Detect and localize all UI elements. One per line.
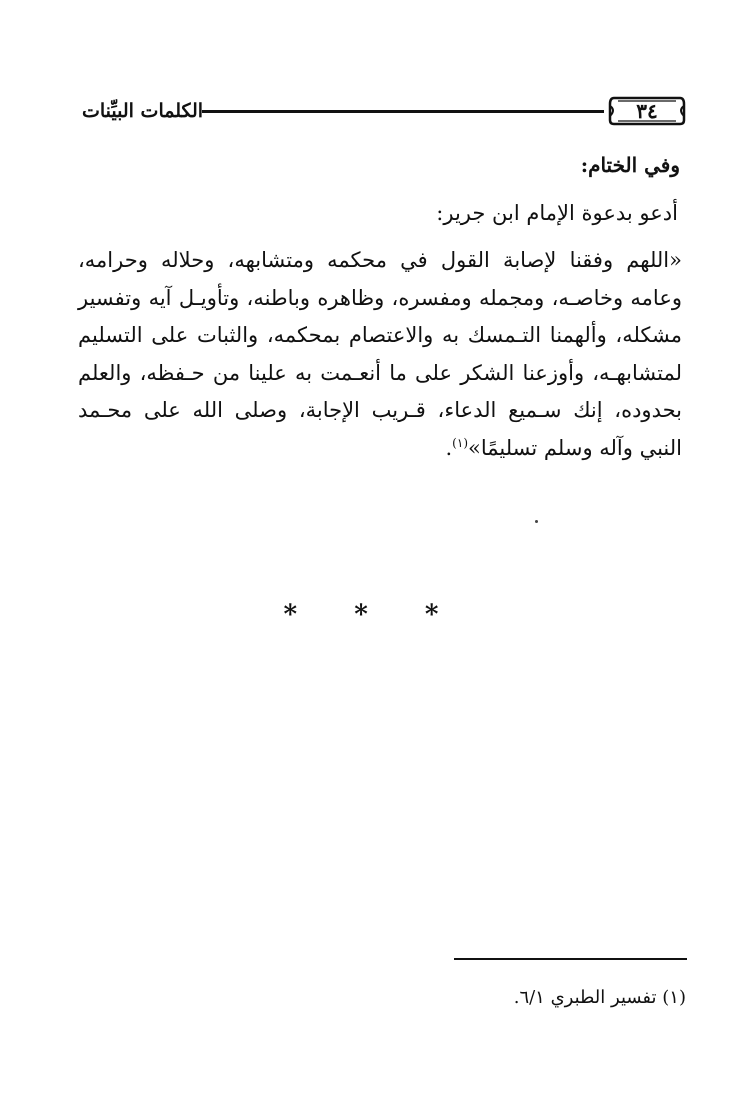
footnote-marker: (١) [452,435,468,450]
page-number-badge [608,94,686,128]
footnote-rule [454,958,687,960]
prayer-line: مشكله، وألهمنا التـمسك به والاعتصام بمحكمه، والثبات على التسليم [78,323,682,347]
prayer-line: بحدوده، إنك سـميع الدعاء، قـريب الإجابة، وصلى الله على محـمد [78,398,682,422]
main-content [78,150,682,467]
page-number: ٣٤ [636,99,658,123]
prayer-line: وعامه وخاصـه، ومجمله ومفسره، وظاهره وباطنه، وتأويـل آيه وتفسير [78,285,682,310]
stray-dot [535,520,538,523]
prayer-line: لمتشابهـه، وأوزعنا الشكر على ما أنعـمت به علينا من حـفظه، والعلم [78,360,682,385]
prayer-line-text: النبي وآله وسلم تسليمًا» [468,435,682,460]
prayer-line: «اللهم وفقنا لإصابة القول في محكمه ومتشابهه، وحلاله وحرامه، [78,248,682,272]
section-separator: * * * [283,600,463,630]
section-heading: وفي الختام: [580,153,680,177]
prayer-line-last: النبي وآله وسلم تسليمًا»$^{(١)}$. [445,435,682,460]
header-rule [202,110,604,113]
book-title: الكلمات البيِّنات [82,100,204,122]
footnote: (١) تفسير الطبري ٦/١. [513,987,686,1008]
prayer-paragraph [78,242,682,467]
page-header [82,88,686,138]
intro-line: أدعو بدعوة الإمام ابن جرير: [436,201,678,225]
